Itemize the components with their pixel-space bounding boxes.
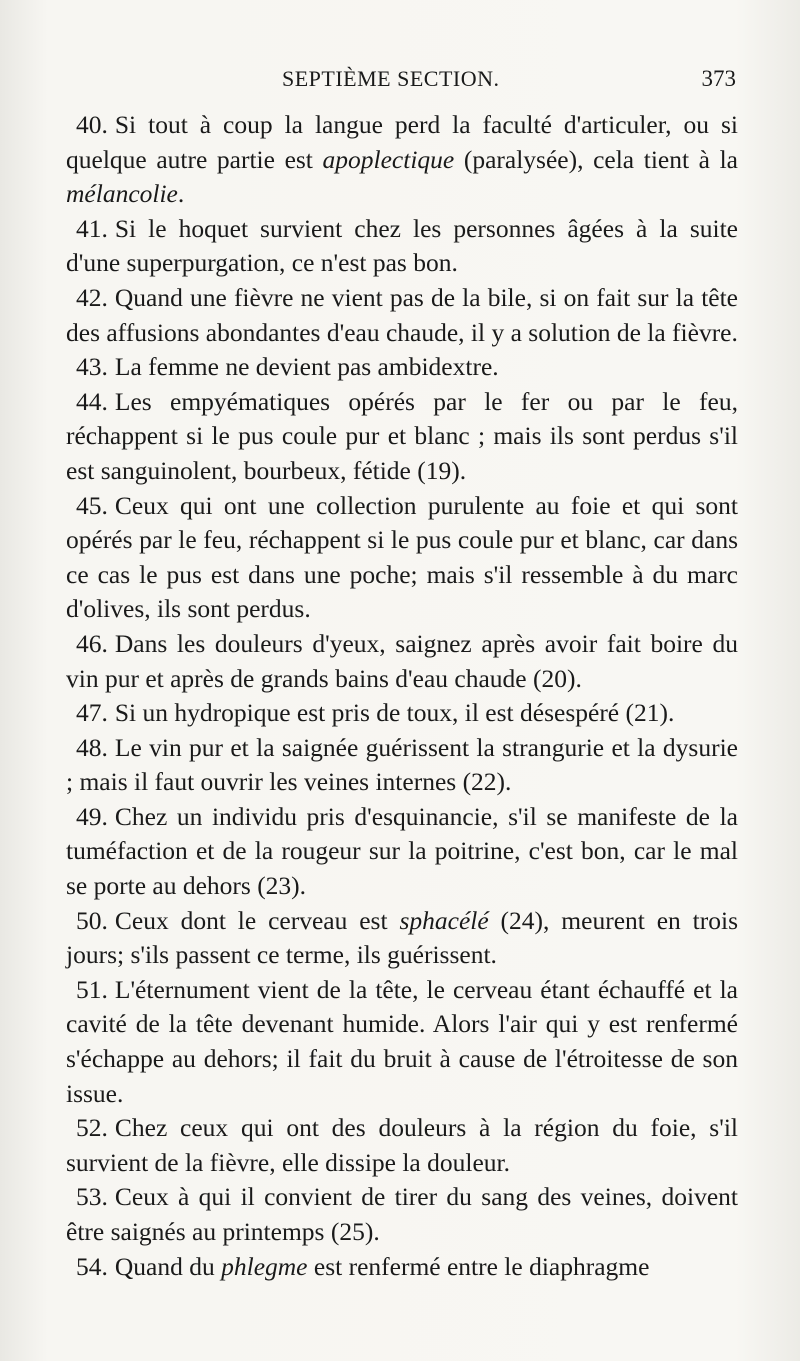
aphorism-54: 54. Quand du phlegme est renfermé entre le diaphragme xyxy=(76,1251,650,1281)
aphorism-51: 51. L'éternument vient de la tête, le cerveau étant échauffé et la cavité de la tête devenant humide. Alors l'air qui y est renfermé s'échappe au dehors; il fait du bruit à cause de l'étroitesse de son issue. xyxy=(66,974,738,1108)
aphorism-46: 46. Dans les douleurs d'yeux, saignez après avoir fait boire du vin pur et après de grands bains d'eau chaude (20). xyxy=(66,628,738,693)
aphorism-43: 43. La femme ne devient pas ambidextre. xyxy=(76,352,499,382)
aphorism-40: 40. Si tout à coup la langue perd la faculté d'articuler, ou si quelque autre partie est apoplectique (paralysée), cela tient à la mélancolie. xyxy=(66,110,739,209)
aphorism-52: 52. Chez ceux qui ont des douleurs à la région du foie, s'il survient de la fièvre, elle dissipe la douleur. xyxy=(66,1113,738,1177)
running-title: SEPTIÈME SECTION. xyxy=(282,66,500,91)
aphorism-50: 50. Ceux dont le cerveau est sphacélé (24), meurent en trois jours; s'ils passent ce terme, ils guérissent. xyxy=(66,905,739,970)
aphorism-48: 48. Le vin pur et la saignée guérissent la strangurie et la dysurie ; mais il faut ouvrir les veines internes (22). xyxy=(66,732,738,797)
aphorism-42: 42. Quand une fièvre ne vient pas de la bile, si on fait sur la tête des affusions abondantes d'eau chaude, il y a solution de la fièvre. xyxy=(66,282,738,347)
aphorism-47: 47. Si un hydropique est pris de toux, il est désespéré (21). xyxy=(76,698,675,728)
page-header xyxy=(66,66,736,102)
page-number: 373 xyxy=(701,66,736,91)
aphorism-41: 41. Si le hoquet survient chez les personnes âgées à la suite d'une superpurgation, ce n'est pas bon. xyxy=(66,213,738,278)
aphorism-list xyxy=(66,108,738,1284)
aphorism-44: 44. Les empyématiques opérés par le fer ou par le feu, réchappent si le pus coule pur et blanc ; mais ils sont perdus s'il est sanguinolent, bourbeux, fétide (19). xyxy=(66,386,738,485)
aphorism-45: 45. Ceux qui ont une collection purulente au foie et qui sont opérés par le feu, réchappent si le pus coule pur et blanc, car dans ce cas le pus est dans une poche; mais s'il ressemble à du marc d'olives, ils sont perdus. xyxy=(66,490,738,624)
aphorism-53: 53. Ceux à qui il convient de tirer du sang des veines, doivent être saignés au printemps (25). xyxy=(66,1182,738,1246)
aphorism-49: 49. Chez un individu pris d'esquinancie, s'il se manifeste de la tuméfaction et de la rougeur sur la poitrine, c'est bon, car le mal se porte au dehors (23). xyxy=(66,801,738,901)
